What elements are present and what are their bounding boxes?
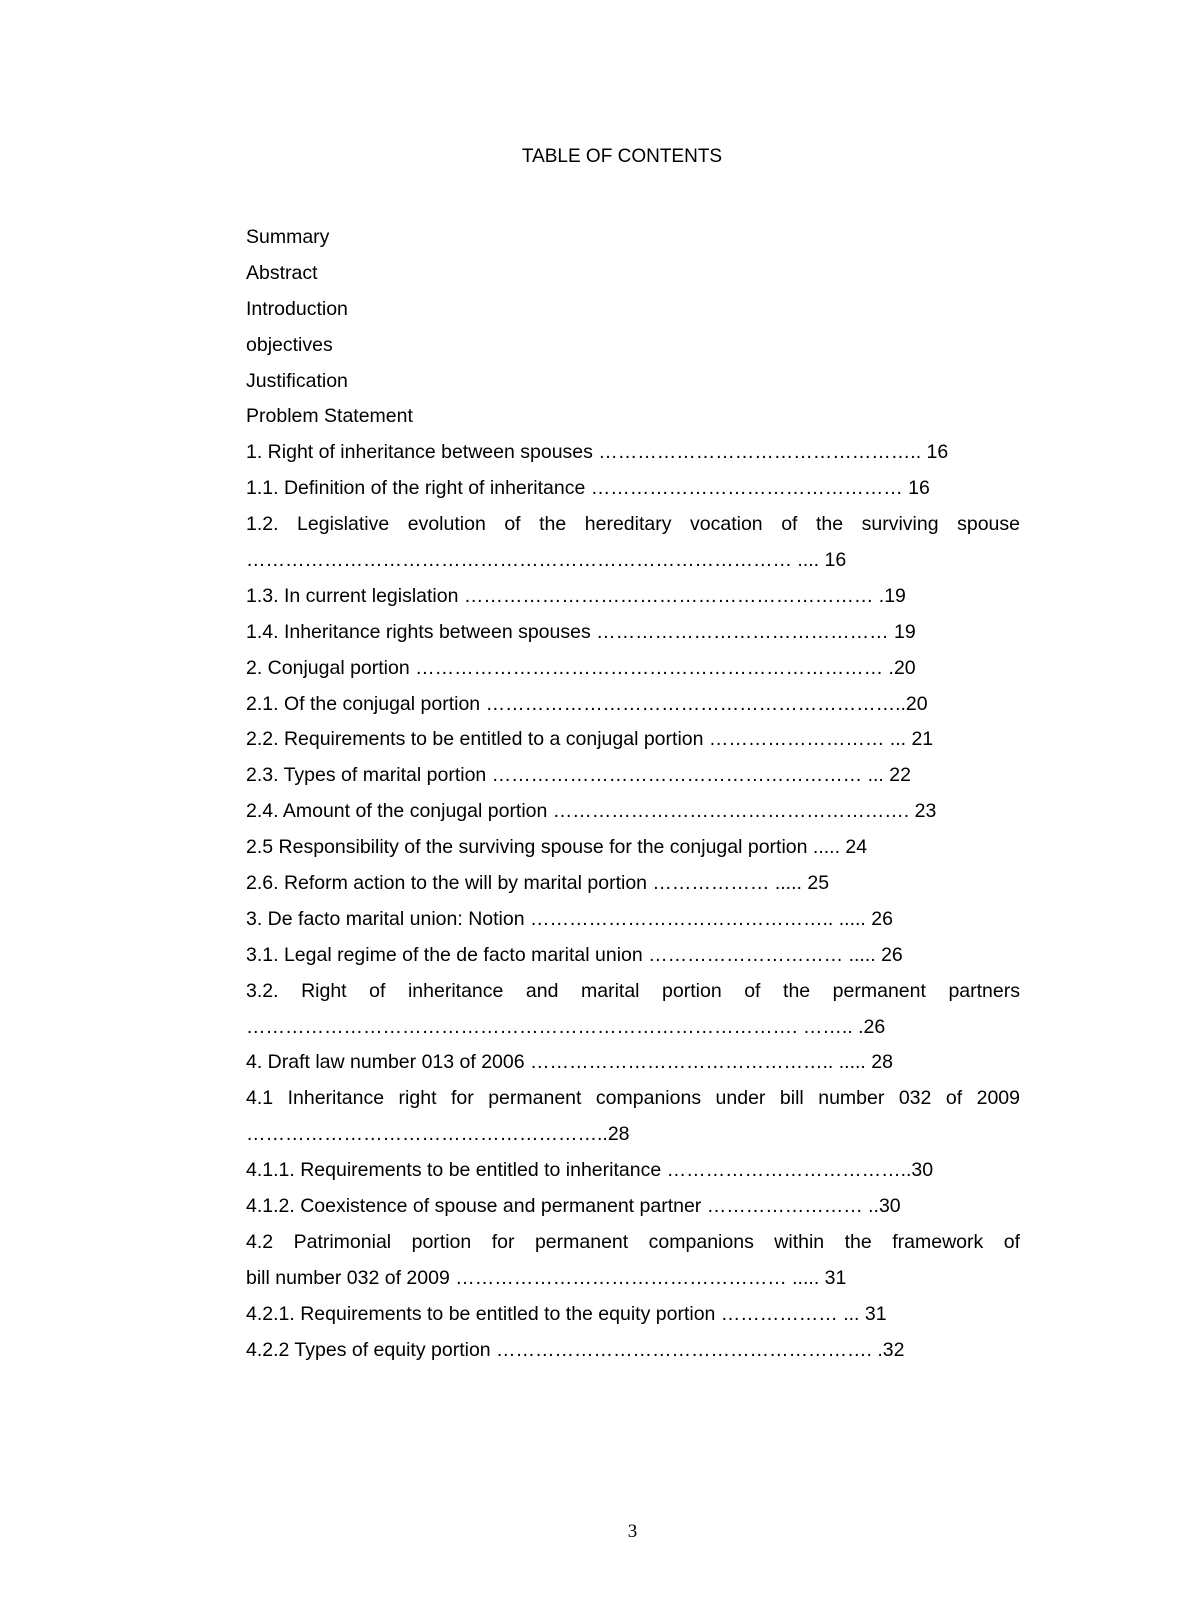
toc-entry-4: 4. Draft law number 013 of 2006 ……………………………………….. ..... 28: [246, 1051, 893, 1074]
page-number: 3: [627, 1521, 638, 1542]
toc-entry-justification: Justification: [246, 369, 348, 392]
toc-entry-3: 3. De facto marital union: Notion ……………………………………….. ..... 26: [246, 907, 893, 930]
toc-entry-1-3: 1.3. In current legislation ……………………………………………………… .19: [246, 584, 906, 607]
toc-entry-problem-statement: Problem Statement: [246, 405, 413, 428]
toc-entry-4-2: 4.2 Patrimonial portion for permanent companions within the framework of: [246, 1230, 1020, 1253]
toc-entry-1-2-continued: ………………………………………………………………………… .... 16: [246, 549, 847, 572]
toc-entry-2-5: 2.5 Responsibility of the surviving spouse for the conjugal portion ..... 24: [246, 836, 868, 859]
toc-entry-1-2: 1.2. Legislative evolution of the hereditary vocation of the surviving spouse: [246, 513, 1020, 536]
toc-entry-4-2-continued: bill number 032 of 2009 …………………………………………… ..... 31: [246, 1266, 847, 1289]
toc-entry-3-2: 3.2. Right of inheritance and marital portion of the permanent partners: [246, 979, 1020, 1002]
toc-entry-summary: Summary: [246, 226, 330, 248]
toc-entry-2-4: 2.4. Amount of the conjugal portion ………………………………………………. 23: [246, 800, 937, 823]
toc-entry-2-2: 2.2. Requirements to be entitled to a conjugal portion ……………………… ... 21: [246, 728, 934, 751]
toc-entry-2-6: 2.6. Reform action to the will by marital portion ……………… ..... 25: [246, 872, 830, 895]
toc-entry-objectives: objectives: [246, 333, 333, 356]
toc-entry-1: 1. Right of inheritance between spouses ………………………………………….. 16: [246, 441, 949, 464]
toc-entry-4-1-continued: ………………………………………………..28: [246, 1123, 630, 1146]
toc-entry-2: 2. Conjugal portion ……………………………………………………………… .20: [246, 656, 916, 679]
toc-entry-2-1: 2.1. Of the conjugal portion ………………………………………………………..20: [246, 692, 928, 715]
toc-entry-abstract: Abstract: [246, 261, 318, 284]
toc-entry-2-3: 2.3. Types of marital portion ………………………………………………… ... 22: [246, 764, 911, 787]
toc-entry-4-1-1: 4.1.1. Requirements to be entitled to inheritance ………………………………..30: [246, 1159, 934, 1182]
toc-entry-introduction: Introduction: [246, 297, 348, 320]
toc-entry-4-1-2: 4.1.2. Coexistence of spouse and permanent partner …………………… ..30: [246, 1195, 901, 1218]
toc-entry-1-1: 1.1. Definition of the right of inheritance ………………………………………… 16: [246, 477, 930, 500]
toc-entry-4-2-2: 4.2.2 Types of equity portion …………………………………………………. .32: [246, 1338, 905, 1361]
toc-entry-3-1: 3.1. Legal regime of the de facto marital union ………………………… ..... 26: [246, 943, 903, 966]
toc-entry-3-2-continued: …………………………………………………………………………. …….. .26: [246, 1015, 886, 1038]
toc-entry-4-1: 4.1 Inheritance right for permanent companions under bill number 032 of 2009: [246, 1087, 1020, 1110]
page-title: TABLE OF CONTENTS: [521, 146, 723, 167]
table-of-contents: [246, 220, 1020, 1369]
toc-entry-4-2-1: 4.2.1. Requirements to be entitled to the equity portion ……………… ... 31: [246, 1302, 887, 1325]
toc-entry-1-4: 1.4. Inheritance rights between spouses ……………………………………… 19: [246, 620, 916, 643]
